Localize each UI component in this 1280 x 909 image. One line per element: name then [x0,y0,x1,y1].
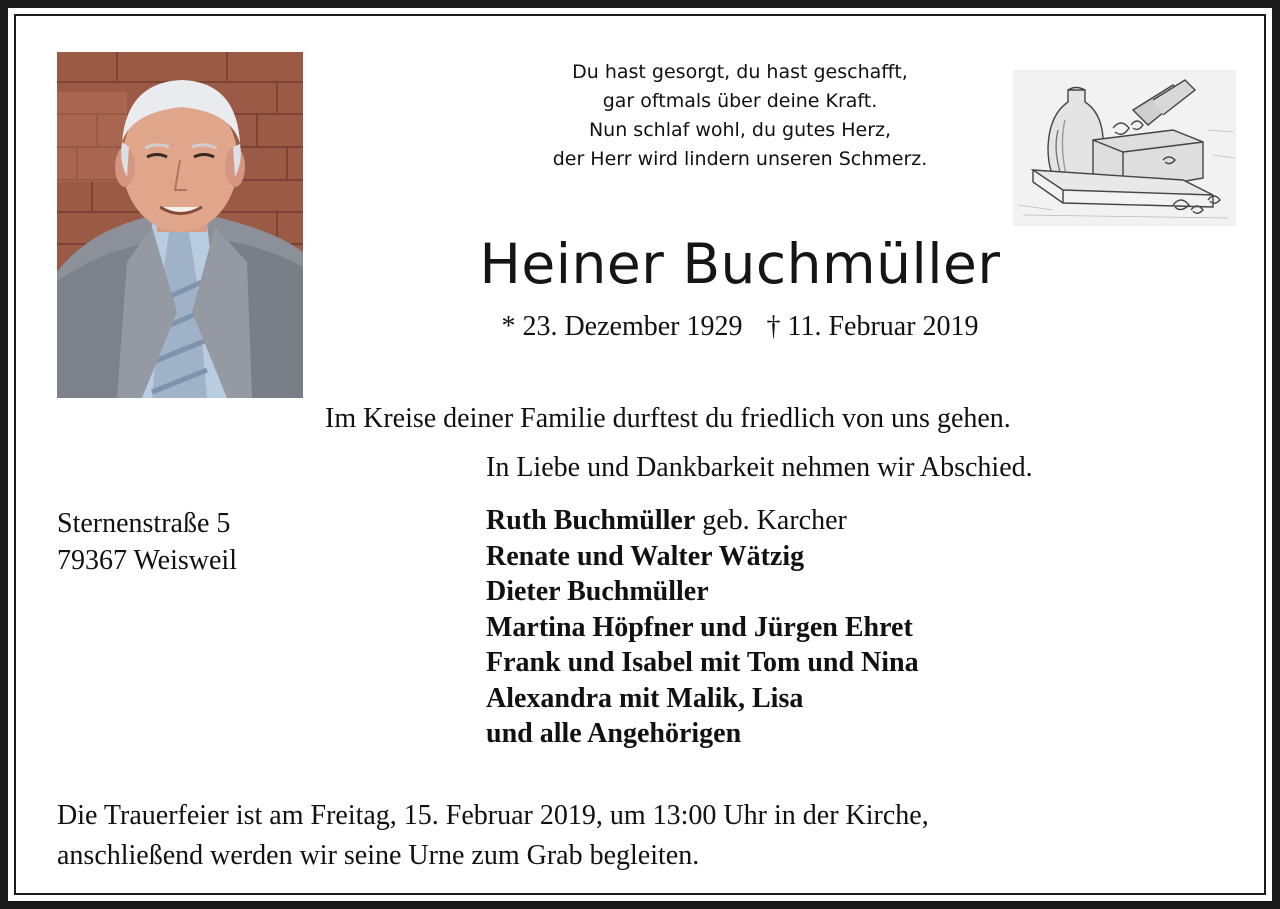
ceremony-line: anschließend werden wir seine Urne zum Grab begleiten. [57,840,700,871]
mourner-entry [486,645,919,681]
mourner-name: Renate und Walter Wätzig [486,540,805,572]
poem-line: Du hast gesorgt, du hast geschafft, [572,61,908,83]
poem-line: gar oftmals über deine Kraft. [602,90,878,112]
mourner-entry [486,716,919,752]
poem-line: der Herr wird lindern unseren Schmerz. [552,148,928,170]
mourner-name: Dieter Buchmüller [486,576,709,607]
birth-date: * 23. Dezember 1929 [501,311,743,342]
death-date: † 11. Februar 2019 [766,311,979,342]
poem-line: Nun schlaf wohl, du gutes Herz, [588,119,892,141]
ceremony-line: Die Trauerfeier ist am Freitag, 15. Februar 2019, um 13:00 Uhr in der Kirche, [57,800,929,831]
life-dates [300,311,1180,343]
portrait-photo [57,52,303,398]
mourner-entry [486,681,919,717]
deceased-name: Heiner Buchmüller [479,232,1001,296]
mourner-entry [486,503,919,539]
farewell-line: Im Kreise deiner Familie durftest du friedlich von uns gehen. [325,403,1011,434]
mourner-entry [486,539,919,575]
mourner-name: und alle Angehörigen [486,718,742,749]
address-street: Sternenstraße 5 [57,508,231,539]
thanks-line: In Liebe und Dankbarkeit nehmen wir Abschied. [486,452,1033,483]
address-city: 79367 Weisweil [57,545,237,576]
mourner-entry [486,574,919,610]
mourner-note: geb. Karcher [695,505,847,536]
mourner-name: Alexandra mit Malik, Lisa [486,682,804,714]
mourner-name: Frank und Isabel mit Tom und Nina [486,647,919,678]
mourner-name: Martina Höpfner und Jürgen Ehret [486,611,913,643]
carpenter-tools-illustration [1013,70,1236,226]
family-address [57,505,237,579]
funeral-service-info [57,796,929,876]
mourners-list [486,503,919,752]
mourner-entry [486,610,919,646]
poem-verse [470,58,1010,174]
mourner-name: Ruth Buchmüller [486,505,696,536]
